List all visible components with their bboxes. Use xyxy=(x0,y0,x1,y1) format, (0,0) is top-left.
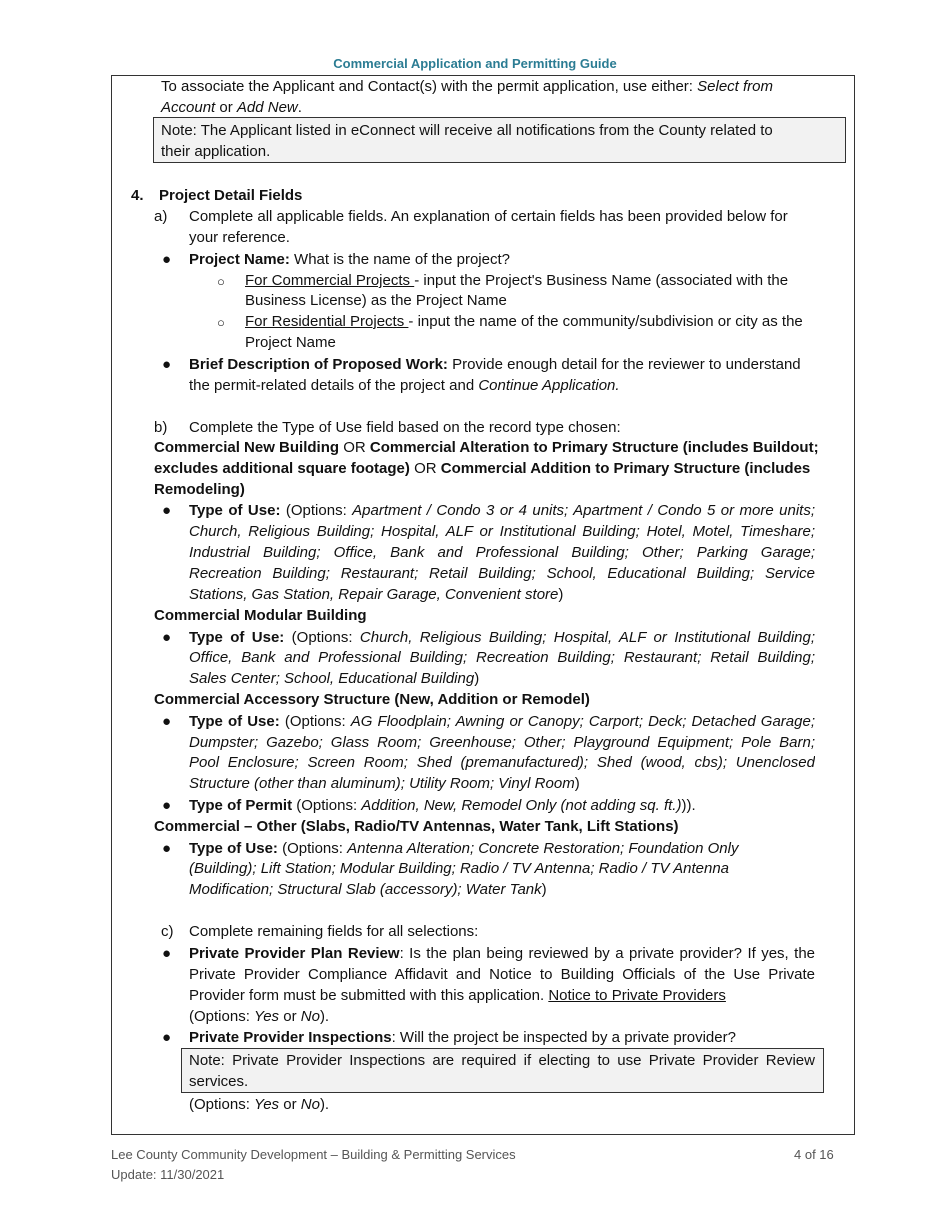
section-title: Project Detail Fields xyxy=(159,187,303,204)
residential-projects-line-2: Project Name xyxy=(245,334,336,351)
circle-bullet-icon: ○ xyxy=(217,315,225,330)
plan-review-line-2: Private Provider Compliance Affidavit and Notice to Building Officials of the Use Private xyxy=(189,966,815,983)
type-of-use-1-line-2: Church, Religious Building; Hospital, ALF or Institutional Building; Hotel, Motel, Timeshare; xyxy=(189,523,815,540)
bullet-icon: ● xyxy=(162,356,172,373)
applicant-note-line-2: their application. xyxy=(161,143,271,160)
plan-review-options: (Options: Yes or No). xyxy=(189,1008,330,1025)
item-b-label: b) xyxy=(154,419,168,436)
item-b-text: Complete the Type of Use field based on the record type chosen: xyxy=(189,419,621,436)
bullet-icon: ● xyxy=(162,1029,172,1046)
type-of-permit-line: Type of Permit (Options: Addition, New, Remodel Only (not adding sq. ft.))). xyxy=(189,797,696,814)
type-of-use-1-line-1: Type of Use: (Options: Apartment / Condo 3 or 4 units; Apartment / Condo 5 or more units; xyxy=(189,502,815,519)
accessory-structure-title: Commercial Accessory Structure (New, Addition or Remodel) xyxy=(154,691,590,708)
type-of-use-1-line-3: Industrial Building; Office, Bank and Professional Building; Other; Parking Garage; xyxy=(189,544,815,561)
commercial-projects-link[interactable]: For Commercial Projects xyxy=(245,272,415,289)
type-of-use-2-line-2: Office, Bank and Professional Building; Recreation Building; Restaurant; Retail Building; xyxy=(189,649,815,666)
item-a-line-1: Complete all applicable fields. An explanation of certain fields has been provided below for xyxy=(189,208,788,225)
item-a-line-2: your reference. xyxy=(189,229,290,246)
footer-page-number: 4 of 16 xyxy=(794,1147,834,1162)
commercial-projects-line-1: For Commercial Projects - input the Project's Business Name (associated with the xyxy=(245,272,789,289)
type-of-use-1-line-4: Recreation Building; Restaurant; Retail Building; School, Educational Building; Service xyxy=(189,565,815,582)
record-type-line-2: excludes additional square footage) OR Commercial Addition to Primary Structure (includes xyxy=(154,460,811,477)
bullet-icon: ● xyxy=(162,840,172,857)
type-of-use-4-line-3: Modification; Structural Slab (accessory); Water Tank) xyxy=(189,881,547,898)
residential-projects-link[interactable]: For Residential Projects xyxy=(245,313,409,330)
commercial-projects-line-2: Business License) as the Project Name xyxy=(245,292,507,309)
item-c-label: c) xyxy=(161,923,174,940)
inspections-note-line-2: services. xyxy=(189,1073,249,1090)
item-c-text: Complete remaining fields for all selections: xyxy=(189,923,479,940)
record-type-line-3: Remodeling) xyxy=(154,481,245,498)
type-of-use-3-line-3: Pool Enclosure; Screen Room; Shed (premanufactured); Shed (wood, cbs); Unenclosed xyxy=(189,754,815,771)
footer-update-date: Update: 11/30/2021 xyxy=(111,1167,225,1182)
brief-description-line-1: Brief Description of Proposed Work: Provide enough detail for the reviewer to understand xyxy=(189,356,801,373)
residential-projects-line-1: For Residential Projects - input the name of the community/subdivision or city as the xyxy=(245,313,803,330)
intro-line-2: Account or Add New. xyxy=(161,99,302,116)
footer-organization: Lee County Community Development – Building & Permitting Services xyxy=(111,1147,516,1162)
commercial-other-title: Commercial – Other (Slabs, Radio/TV Antennas, Water Tank, Lift Stations) xyxy=(154,818,679,835)
bullet-icon: ● xyxy=(162,629,172,646)
type-of-use-3-line-2: Dumpster; Gazebo; Glass Room; Greenhouse; Other; Playground Equipment; Pole Barn; xyxy=(189,734,815,751)
inspections-line: Private Provider Inspections: Will the project be inspected by a private provider? xyxy=(189,1029,736,1046)
inspections-options: (Options: Yes or No). xyxy=(189,1096,330,1113)
type-of-use-4-line-2: (Building); Lift Station; Modular Building; Radio / TV Antenna; Radio / TV Antenna xyxy=(189,860,730,877)
notice-to-private-providers-link[interactable]: Notice to Private Providers xyxy=(548,987,726,1004)
record-type-line-1: Commercial New Building OR Commercial Alteration to Primary Structure (includes Buildout; xyxy=(154,439,819,456)
inspections-note-line-1: Note: Private Provider Inspections are required if electing to use Private Provider Review xyxy=(189,1052,815,1069)
bullet-icon: ● xyxy=(162,797,172,814)
bullet-icon: ● xyxy=(162,502,172,519)
intro-line-1: To associate the Applicant and Contact(s) with the permit application, use either: Select from xyxy=(161,78,773,95)
brief-description-line-2: the permit-related details of the project and Continue Application. xyxy=(189,377,620,394)
plan-review-line-1: Private Provider Plan Review: Is the plan being reviewed by a private provider? If yes, the xyxy=(189,945,815,962)
type-of-use-3-line-4: Structure (other than aluminum); Utility Room; Vinyl Room) xyxy=(189,775,580,792)
applicant-note-line-1: Note: The Applicant listed in eConnect will receive all notifications from the County related to xyxy=(161,122,773,139)
bullet-icon: ● xyxy=(162,713,172,730)
plan-review-line-3: Provider form must be submitted with this application. Notice to Private Providers xyxy=(189,987,726,1004)
modular-building-title: Commercial Modular Building xyxy=(154,607,367,624)
type-of-use-2-line-3: Sales Center; School, Educational Building) xyxy=(189,670,480,687)
bullet-icon: ● xyxy=(162,945,172,962)
bullet-icon: ● xyxy=(162,251,172,268)
project-name-line: Project Name: What is the name of the project? xyxy=(189,251,510,268)
type-of-use-3-line-1: Type of Use: (Options: AG Floodplain; Awning or Canopy; Carport; Deck; Detached Garage; xyxy=(189,713,815,730)
type-of-use-1-line-5: Stations, Gas Station, Repair Garage, Convenient store) xyxy=(189,586,564,603)
page-header-title: Commercial Application and Permitting Guide xyxy=(333,56,617,71)
item-a-label: a) xyxy=(154,208,168,225)
type-of-use-4-line-1: Type of Use: (Options: Antenna Alteration; Concrete Restoration; Foundation Only xyxy=(189,840,739,857)
type-of-use-2-line-1: Type of Use: (Options: Church, Religious Building; Hospital, ALF or Institutional Building; xyxy=(189,629,815,646)
circle-bullet-icon: ○ xyxy=(217,274,225,289)
section-number: 4. xyxy=(131,187,144,204)
